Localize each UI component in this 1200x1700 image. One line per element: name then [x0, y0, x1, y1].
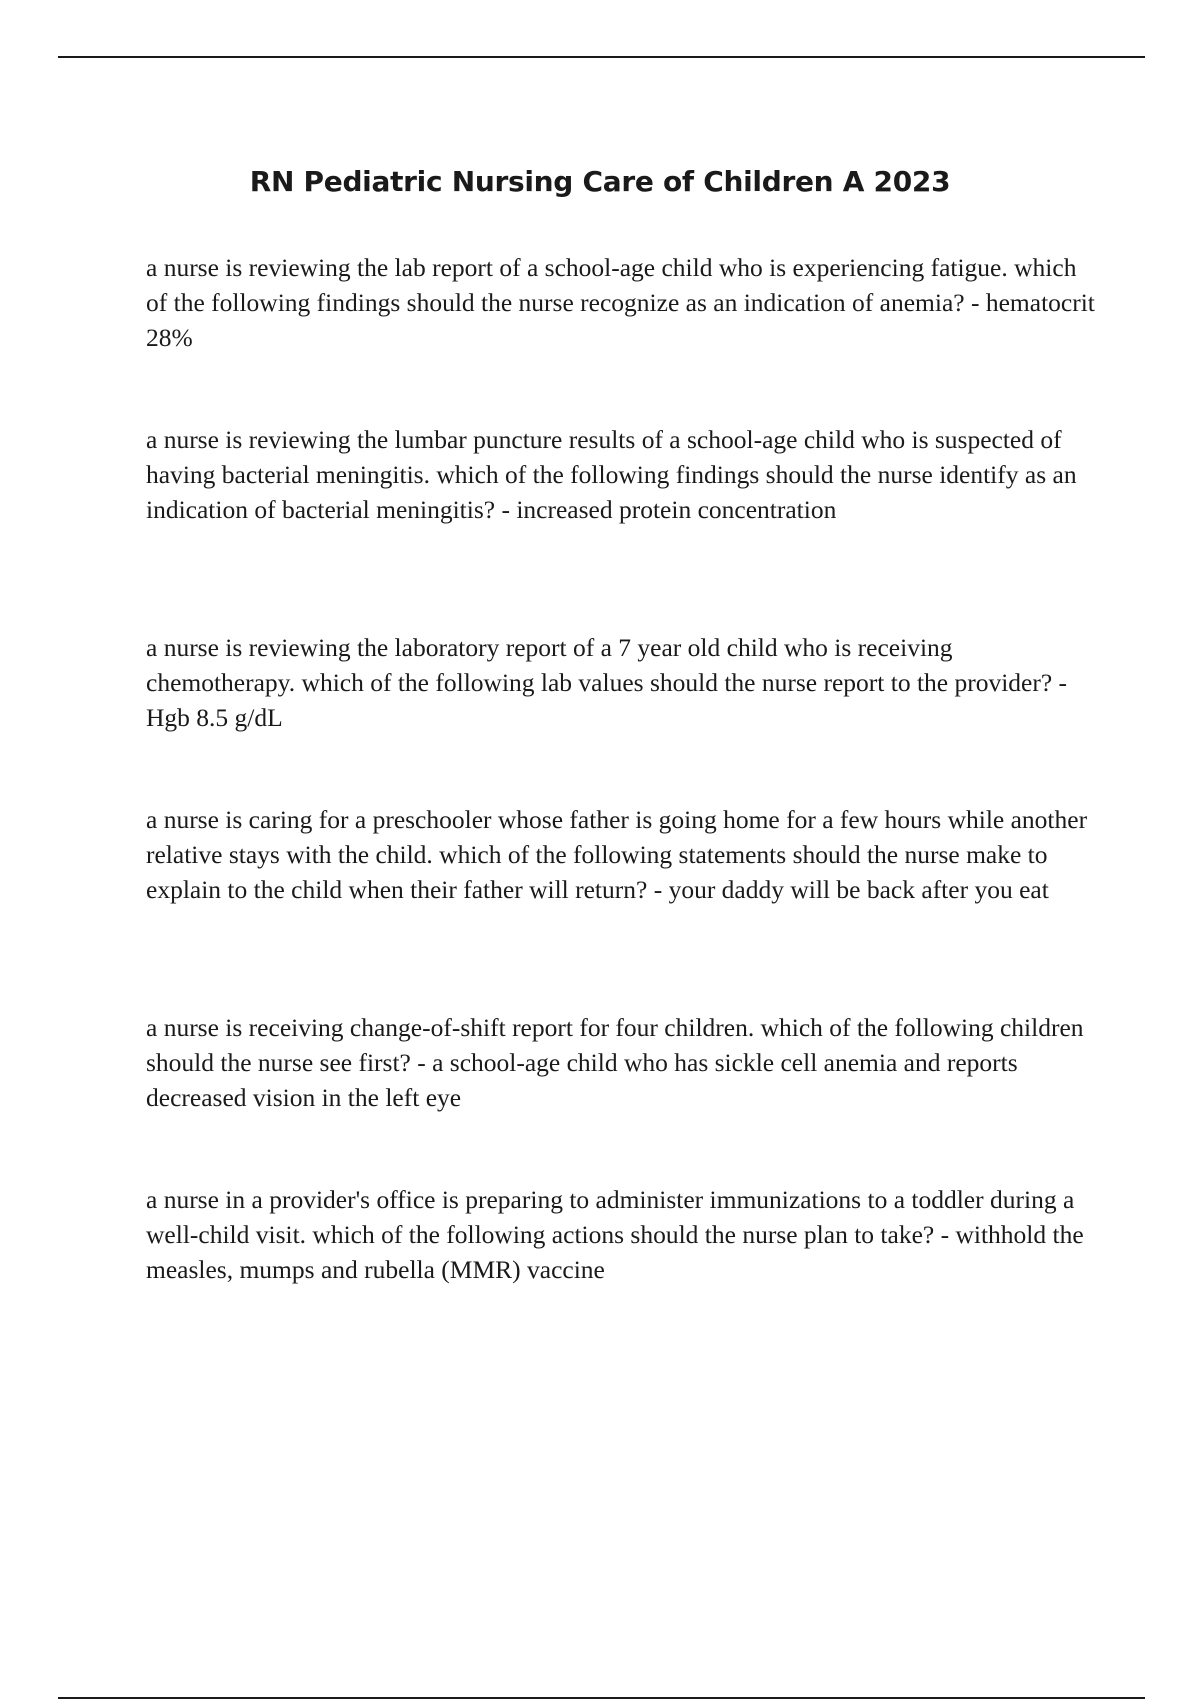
question-item-2: a nurse is reviewing the lumbar puncture results of a school-age child who is suspected of having bacterial meningitis. which of the following findings should the nurse identify as an indication of bacterial meningitis? - increased protein concentration	[146, 425, 1077, 524]
question-item-3: a nurse is reviewing the laboratory report of a 7 year old child who is receiving chemotherapy. which of the following lab values should the nurse report to the provider? - Hgb 8.5 g/dL	[146, 633, 1068, 732]
footer-rule	[58, 1697, 1145, 1699]
question-item-4: a nurse is caring for a preschooler whose father is going home for a few hours while another relative stays with the child. which of the following statements should the nurse make to explain to the child when their father will return? - your daddy will be back after you eat	[146, 805, 1088, 904]
question-item-1: a nurse is reviewing the lab report of a school-age child who is experiencing fatigue. which of the following findings should the nurse recognize as an indication of anemia? - hematocrit 28%	[146, 253, 1095, 352]
page-title: RN Pediatric Nursing Care of Children A 2023	[249, 164, 951, 198]
question-item-5: a nurse is receiving change-of-shift report for four children. which of the following children should the nurse see first? - a school-age child who has sickle cell anemia and reports decreased vision in the left eye	[146, 1013, 1084, 1112]
question-item-6: a nurse in a provider's office is preparing to administer immunizations to a toddler during a well-child visit. which of the following actions should the nurse plan to take? - withhold the measles, mumps and rubella (MMR) vaccine	[146, 1185, 1084, 1284]
header-rule	[58, 56, 1145, 58]
